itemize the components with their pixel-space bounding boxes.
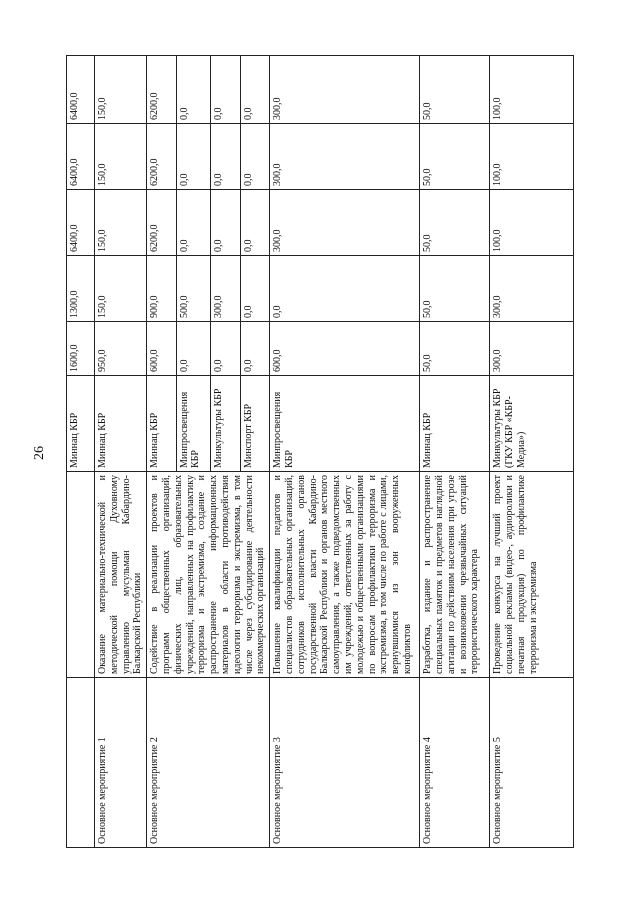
value-cell: 300,0 [211, 256, 240, 322]
responsible-cell: Миннац КБР [67, 376, 95, 472]
description-cell: Проведение конкурса на лучший проект социальной рекламы (видео-, аудиоролики и печатная продукция) по профилактике терроризма и экстремизма [490, 472, 574, 678]
value-cell: 900,0 [147, 256, 176, 322]
value-cell: 0,0 [211, 124, 240, 190]
value-cell: 0,0 [211, 322, 240, 376]
value-cell: 6400,0 [67, 56, 95, 124]
responsible-cell: Минпросвещения КБР [176, 376, 211, 472]
responsible-cell: Минкультуры КБР [211, 376, 240, 472]
value-cell: 0,0 [176, 124, 211, 190]
table-row [67, 56, 95, 848]
value-cell: 100,0 [490, 124, 574, 190]
value-cell: 6200,0 [147, 190, 176, 256]
empty-cell [67, 472, 95, 678]
value-cell: 6400,0 [67, 190, 95, 256]
value-cell: 100,0 [490, 56, 574, 124]
responsible-cell: Миннац КБР [147, 376, 176, 472]
description-cell: Разработка, издание и распространение специальных памяток и предметов наглядной агитации по действиям населения при угрозе и возникновении чрезвычайных ситуаций террористического характера [420, 472, 490, 678]
activity-cell: Основное мероприятие 5 [490, 678, 574, 848]
value-cell: 950,0 [95, 322, 147, 376]
value-cell: 300,0 [270, 190, 420, 256]
value-cell: 0,0 [240, 124, 269, 190]
value-cell: 100,0 [490, 190, 574, 256]
value-cell: 300,0 [270, 124, 420, 190]
table-row [420, 56, 490, 848]
activity-cell: Основное мероприятие 3 [270, 678, 420, 848]
value-cell: 0,0 [176, 56, 211, 124]
value-cell: 50,0 [420, 190, 490, 256]
value-cell: 150,0 [95, 124, 147, 190]
description-cell: Содействие в реализации проектов и программ общественных организаций, физических лиц, образовательных учреждений, направленных на профилактику терроризма и экстремизма, создание и распространение информационных материалов в области противодействия идеологии терроризма и экстремизма, в том числе через субсидирование деятельности некоммерческих организаций [147, 472, 270, 678]
value-cell: 0,0 [211, 56, 240, 124]
value-cell: 0,0 [270, 256, 420, 322]
activity-cell: Основное мероприятие 4 [420, 678, 490, 848]
value-cell: 50,0 [420, 124, 490, 190]
value-cell: 0,0 [240, 256, 269, 322]
table-row [270, 56, 420, 848]
value-cell: 150,0 [95, 256, 147, 322]
responsible-cell: Минкультуры КБР (ГКУ КБР «КБР-Медиа») [490, 376, 574, 472]
value-cell: 6400,0 [67, 124, 95, 190]
value-cell: 150,0 [95, 56, 147, 124]
value-cell: 300,0 [490, 322, 574, 376]
value-cell: 1600,0 [67, 322, 95, 376]
responsible-cell: Минспорт КБР [240, 376, 269, 472]
value-cell: 0,0 [240, 322, 269, 376]
value-cell: 300,0 [270, 56, 420, 124]
value-cell: 0,0 [176, 190, 211, 256]
responsible-cell: Минпросвещения КБР [270, 376, 420, 472]
value-cell: 0,0 [211, 190, 240, 256]
description-cell: Оказание материально-технической и методической помощи Духовному управлению мусульман Кабардино-Балкарской Республики [95, 472, 147, 678]
value-cell: 0,0 [240, 56, 269, 124]
value-cell: 300,0 [490, 256, 574, 322]
value-cell: 50,0 [420, 256, 490, 322]
activity-cell: Основное мероприятие 2 [147, 678, 270, 848]
table-row [490, 56, 574, 848]
value-cell: 150,0 [95, 190, 147, 256]
table-row [147, 56, 176, 848]
page-number: 26 [32, 446, 47, 460]
value-cell: 600,0 [270, 322, 420, 376]
value-cell: 600,0 [147, 322, 176, 376]
value-cell: 0,0 [176, 322, 211, 376]
value-cell: 500,0 [176, 256, 211, 322]
table-row [95, 56, 147, 848]
value-cell: 6200,0 [147, 124, 176, 190]
value-cell: 0,0 [240, 190, 269, 256]
description-cell: Повышение квалификации педагогов и специалистов образовательных организаций, сотрудников исполнительных органов государственной власти Кабардино-Балкарской Республики и органов местного самоуправления, а также подведомственных им учреждений, ответственных за работу с молодежью и общественными организациями по вопросам профилактики терроризма и экстремизма, в том числе по работе с лицами, вернувшимися из зон вооруженных конфликтов [270, 472, 420, 678]
activity-cell: Основное мероприятие 1 [95, 678, 147, 848]
value-cell: 1300,0 [67, 256, 95, 322]
empty-cell [67, 678, 95, 848]
value-cell: 50,0 [420, 56, 490, 124]
budget-table [66, 55, 574, 848]
value-cell: 50,0 [420, 322, 490, 376]
responsible-cell: Миннац КБР [420, 376, 490, 472]
rotated-table-container [66, 56, 539, 848]
responsible-cell: Миннац КБР [95, 376, 147, 472]
value-cell: 6200,0 [147, 56, 176, 124]
